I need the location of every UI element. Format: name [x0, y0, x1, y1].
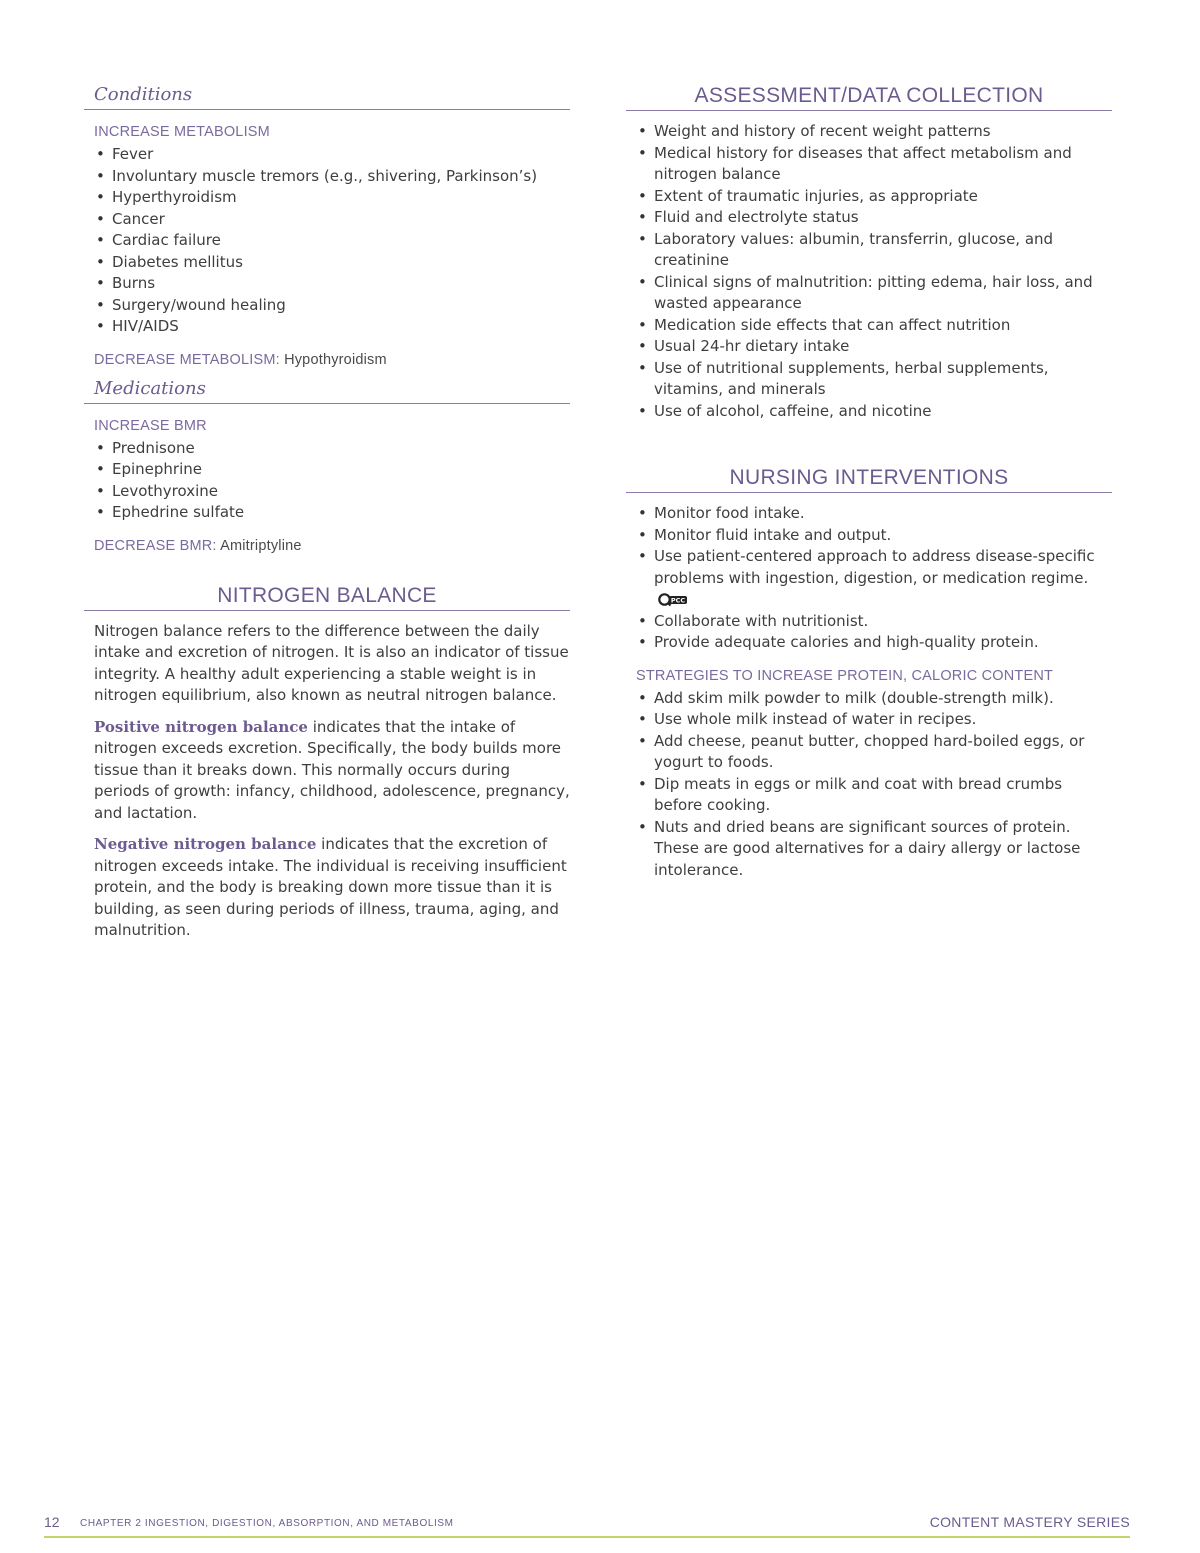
page-number: 12 [44, 1514, 60, 1530]
list-item: • Prednisone [94, 438, 570, 460]
list-item: • Fluid and electrolyte status [636, 207, 1112, 229]
list-item: • Cardiac failure [94, 230, 570, 252]
list-item [636, 546, 1112, 611]
list-item: • Use whole milk instead of water in recipes. [636, 709, 1112, 731]
nursing-interventions-heading: NURSING INTERVENTIONS [626, 466, 1112, 493]
increase-metabolism-label: INCREASE METABOLISM [94, 124, 270, 140]
list-item: • Involuntary muscle tremors (e.g., shivering, Parkinson’s) [94, 166, 570, 188]
list-item: • Add skim milk powder to milk (double-strength milk). [636, 688, 1112, 710]
list-item: • Provide adequate calories and high-quality protein. [636, 632, 1112, 654]
list-item: • Fever [94, 144, 570, 166]
nitrogen-paragraph-2 [94, 717, 570, 825]
increase-bmr-list [84, 438, 570, 524]
conditions-heading: Conditions [84, 84, 570, 110]
list-item: • Ephedrine sulfate [94, 502, 570, 524]
page-footer [44, 1512, 1130, 1538]
positive-nitrogen-term: Positive nitrogen balance [94, 717, 308, 736]
decrease-metabolism-line [94, 350, 570, 370]
assessment-heading: ASSESSMENT/DATA COLLECTION [626, 84, 1112, 111]
list-item: • Dip meats in eggs or milk and coat with bread crumbs before cooking. [636, 774, 1112, 817]
list-item: • Monitor fluid intake and output. [636, 525, 1112, 547]
qpcc-icon [658, 592, 688, 607]
increase-bmr-label: INCREASE BMR [94, 417, 207, 434]
qpcc-icon-text: PCC [670, 596, 686, 605]
nitrogen-balance-heading: NITROGEN BALANCE [84, 584, 570, 611]
list-item: • Medication side effects that can affect nutrition [636, 315, 1112, 337]
list-item: • Usual 24-hr dietary intake [636, 336, 1112, 358]
interventions-list [626, 503, 1112, 654]
list-item: • Collaborate with nutritionist. [636, 611, 1112, 633]
nitrogen-paragraph-3 [94, 834, 570, 942]
list-item: • HIV/AIDS [94, 316, 570, 338]
list-item: • Nuts and dried beans are significant sources of protein. These are good alternatives for a dairy allergy or lactose intolerance. [636, 817, 1112, 882]
list-item: • Extent of traumatic injuries, as appropriate [636, 186, 1112, 208]
list-item: • Hyperthyroidism [94, 187, 570, 209]
decrease-bmr-value: Amitriptyline [220, 537, 302, 554]
medications-heading: Medications [84, 378, 570, 404]
negative-nitrogen-term: Negative nitrogen balance [94, 835, 317, 853]
list-item: • Burns [94, 273, 570, 295]
nitrogen-paragraph-1: Nitrogen balance refers to the difference between the daily intake and excretion of nitrogen. It is also an indicator of tissue integrity. A healthy adult experiencing a stable weight is in nitrogen equilibrium, also known as neutral nitrogen balance. [94, 621, 569, 704]
assessment-list [626, 121, 1112, 422]
list-item: • Add cheese, peanut butter, chopped hard-boiled eggs, or yogurt to foods. [636, 731, 1112, 774]
list-item: • Laboratory values: albumin, transferrin, glucose, and creatinine [636, 229, 1112, 272]
decrease-bmr-label: DECREASE BMR: [94, 537, 217, 554]
list-item-text: Use patient-centered approach to address disease-specific problems with ingestion, digestion, or medication regime. [654, 547, 1095, 587]
strategies-label: STRATEGIES TO INCREASE PROTEIN, CALORIC CONTENT [636, 667, 1054, 684]
strategies-list [626, 688, 1112, 882]
series-title: CONTENT MASTERY SERIES [929, 1514, 1130, 1530]
decrease-bmr-line [94, 536, 570, 556]
chapter-title: CHAPTER 2 INGESTION, DIGESTION, ABSORPTION, AND METABOLISM [80, 1518, 454, 1529]
list-item: • Use of alcohol, caffeine, and nicotine [636, 401, 1112, 423]
list-item: • Weight and history of recent weight patterns [636, 121, 1112, 143]
right-column [626, 84, 1112, 893]
negative-nitrogen-text: indicates that the excretion of nitrogen exceeds intake. The individual is receiving insufficient protein, and the body is breaking down more tissue than it is building, as seen during periods of illness, trauma, aging, and malnutrition. [94, 835, 567, 939]
list-item: • Surgery/wound healing [94, 295, 570, 317]
list-item: • Epinephrine [94, 459, 570, 481]
decrease-metabolism-value: Hypothyroidism [284, 351, 387, 368]
list-item: • Diabetes mellitus [94, 252, 570, 274]
list-item: • Cancer [94, 209, 570, 231]
increase-metabolism-list [84, 144, 570, 338]
list-item: • Levothyroxine [94, 481, 570, 503]
list-item: • Clinical signs of malnutrition: pitting edema, hair loss, and wasted appearance [636, 272, 1112, 315]
positive-nitrogen-text: indicates that the intake of nitrogen exceeds excretion. Specifically, the body builds more tissue than it breaks down. This normally occurs during periods of growth: infancy, childhood, adolescence, pregnancy, and lactation. [94, 717, 570, 822]
list-item: • Medical history for diseases that affect metabolism and nitrogen balance [636, 143, 1112, 186]
left-column [84, 84, 570, 952]
list-item: • Use of nutritional supplements, herbal supplements, vitamins, and minerals [636, 358, 1112, 401]
list-item: • Monitor food intake. [636, 503, 1112, 525]
decrease-metabolism-label: DECREASE METABOLISM: [94, 351, 280, 368]
